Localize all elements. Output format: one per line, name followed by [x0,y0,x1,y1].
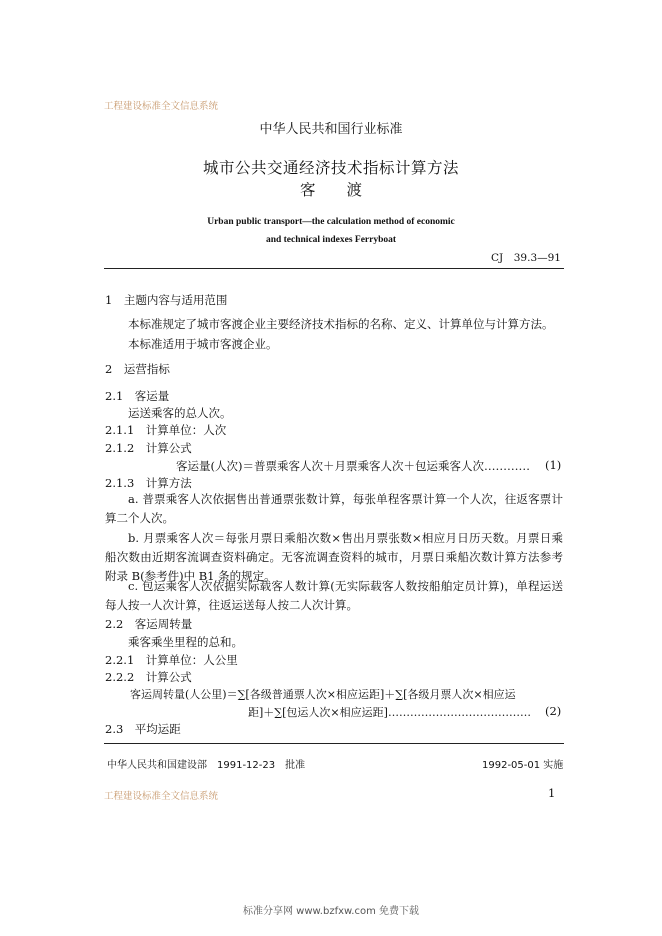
site-footer-link[interactable]: 标准分享网 www.bzfxw.com 免费下载 [243,906,419,917]
standard-category: 中华人民共和国行业标准 [259,122,403,137]
formula-2-line-2: 距]＋∑[包运人次×相应运距]………………………………… [248,706,531,719]
header-divider [104,268,564,269]
standard-code: CJ 39.3—91 [491,252,561,264]
section-2-heading: 2 运营指标 [105,362,170,376]
page-subtitle: 客 渡 [299,181,362,199]
clause-2-1: 2.1 客运量 [105,389,170,403]
clause-2-1-definition: 运送乘客的总人次。 [128,406,232,420]
english-title-line1: Urban public transport—the calculation method of economic [207,217,455,227]
clause-2-1-3: 2.1.3 计算方法 [105,476,192,490]
method-c: c. 包运乘客人次依据实际载客人数计算(无实际载客人数按船舶定员计算)，单程运送每人按一人次计算，往返运送每人按二人次计算。 [105,579,563,612]
clause-2-2-2: 2.2.2 计算公式 [105,670,192,684]
clause-2-2-definition: 乘客乘坐里程的总和。 [128,635,243,649]
page-title: 城市公共交通经济技术指标计算方法 [202,159,459,177]
watermark-bottom: 工程建设标准全文信息系统 [104,791,219,802]
section-1-heading: 1 主题内容与适用范围 [105,293,228,307]
formula-2-line-1: 客运周转量(人公里)＝∑[各级普通票人次×相应运距]＋∑[各级月票人次×相应运 [130,688,516,701]
clause-2-2-1: 2.2.1 计算单位：人公里 [105,653,238,667]
clause-2-2: 2.2 客运周转量 [105,617,193,631]
clause-2-1-1: 2.1.1 计算单位：人次 [105,423,227,437]
page-number: 1 [548,786,556,800]
clause-2-1-2: 2.1.2 计算公式 [105,441,192,455]
method-a: a. 普票乘客人次依据售出普通票张数计算，每张单程客票计算一个人次，往返客票计算二个人次。 [105,492,563,525]
method-b: b. 月票乘客人次＝每张月票日乘船次数×售出月票张数×相应月日历天数。月票日乘船次数由近期客流调查资料确定。无客流调查资料的城市，月票日乘船次数计算方法参考附录 B(参考件)中 B1 条的规定。 [105,531,563,583]
formula-2-number: (2) [545,704,562,718]
formula-1: 客运量(人次)＝普票乘客人次＋月票乘客人次＋包运乘客人次………… [176,459,530,473]
clause-2-3: 2.3 平均运距 [105,722,181,736]
english-title-line2: and technical indexes Ferryboat [265,235,397,245]
watermark-top: 工程建设标准全文信息系统 [104,101,219,112]
formula-1-number: (1) [545,458,562,472]
implementation-date: 1992-05-01 实施 [482,760,564,771]
footer-divider [104,743,564,744]
issuer-approval: 中华人民共和国建设部 1991-12-23 批准 [107,760,306,771]
section-1-paragraph-1: 本标准规定了城市客渡企业主要经济技术指标的名称、定义、计算单位与计算方法。 [128,317,554,331]
section-1-paragraph-2: 本标准适用于城市客渡企业。 [128,337,278,351]
